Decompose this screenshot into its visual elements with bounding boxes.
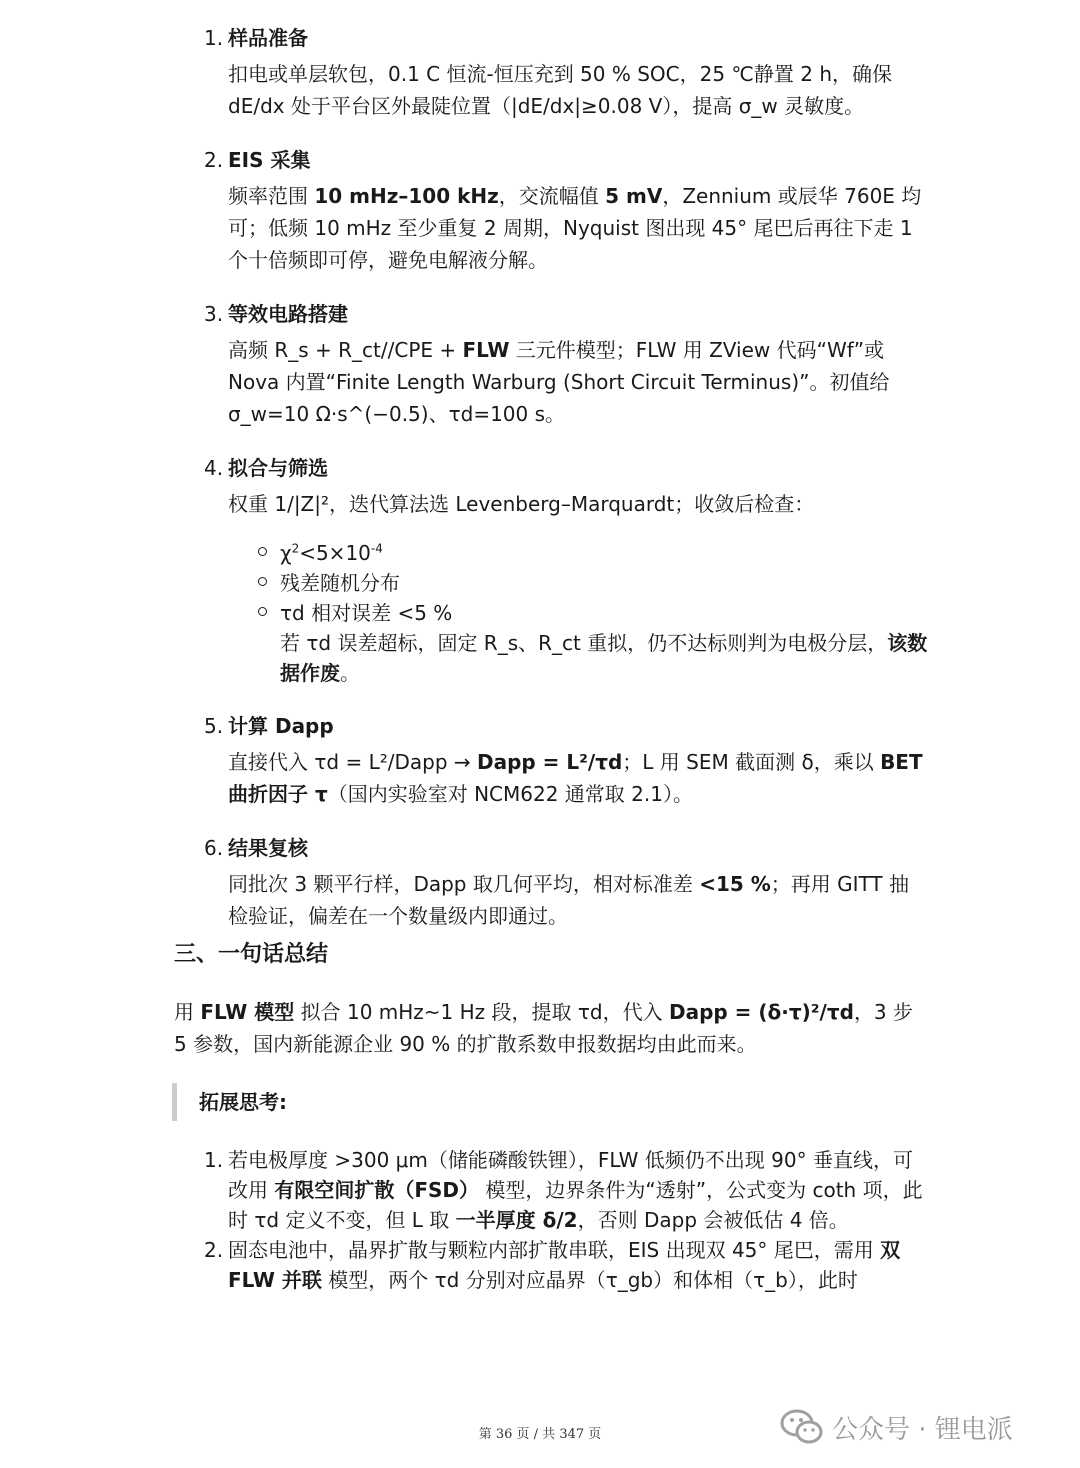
check-item <box>228 598 928 688</box>
extension-item <box>0 1235 928 1295</box>
text-run: ，否则 Dapp 会被低估 4 倍。 <box>577 1208 849 1232</box>
text-run: 模型，边界条件为“透射”，公式变为 coth 项，此时 τd 定义不变，但 L 取 <box>228 1178 923 1232</box>
check-text: 残差随机分布 <box>280 571 400 595</box>
bold-text-run: Dapp = L²/τd <box>476 750 623 774</box>
bold-text-run: Dapp = (δ·τ)²/τd <box>668 1000 854 1024</box>
step-title: 等效电路搭建 <box>228 302 348 326</box>
text-run: 拟合 10 mHz~1 Hz 段，提取 τd，代入 <box>294 1000 669 1024</box>
hollow-bullet-icon <box>258 577 267 586</box>
bold-text-run: BET 曲折因子 τ <box>228 750 923 806</box>
text-run: 高频 R_s + R_ct//CPE + <box>228 338 463 362</box>
section-title: 三、一句话总结 <box>174 942 329 967</box>
step-heading <box>0 140 1080 180</box>
step-body <box>0 868 928 932</box>
step-body <box>0 334 928 430</box>
step-number: 3. <box>204 302 224 326</box>
text-run: 权重 1/|Z|²，迭代算法选 Levenberg–Marquardt；收敛后检查： <box>228 492 815 516</box>
check-text: χ <box>280 541 292 565</box>
wechat-icon <box>780 1408 824 1446</box>
superscript: -4 <box>370 541 383 556</box>
text-run: 扣电或单层软包，0.1 C 恒流-恒压充到 50 % SOC，25 ℃静置 2 h，确保 dE/dx 处于平台区外最陡位置（|dE/dx|≥0.08 V），提高 σ_w 灵敏度。 <box>228 62 893 118</box>
extension-number: 1. <box>204 1148 224 1172</box>
text-run: 三元件模型；FLW 用 ZView 代码“Wf”或 Nova 内置“Finite Length Warburg (Short Circuit Terminus)”。初值给 σ_w=10 Ω·s^(−0.5)、τd=100 s。 <box>228 338 890 426</box>
step-number: 1. <box>204 26 224 50</box>
bold-text-run: FLW 模型 <box>200 1000 295 1024</box>
step-heading <box>0 18 1080 58</box>
text-run: 用 <box>174 1000 201 1024</box>
step-number: 2. <box>204 148 224 172</box>
check-note <box>280 628 928 688</box>
step-item <box>0 294 1080 430</box>
text-run: 频率范围 <box>228 184 315 208</box>
check-list <box>228 538 928 688</box>
summary-paragraph <box>174 996 924 1060</box>
text-run: 同批次 3 颗平行样，Dapp 取几何平均，相对标准差 <box>228 872 700 896</box>
text-run: ，Zennium 或辰华 760E 均可；低频 10 mHz 至少重复 2 周期，Nyquist 图出现 45° 尾巴后再往下走 1 个十倍频即可停，避免电解液分解。 <box>228 184 922 272</box>
step-heading <box>0 294 1080 334</box>
text-run: ，交流幅值 <box>498 184 606 208</box>
text-run: 直接代入 τd = L²/Dapp → <box>228 750 477 774</box>
step-title: 计算 Dapp <box>228 714 334 738</box>
step-title: 样品准备 <box>228 26 308 50</box>
hollow-bullet-icon <box>258 547 267 556</box>
check-note-text: 若 τd 误差超标，固定 R_s、R_ct 重拟，仍不达标则判为电极分层， <box>280 631 888 655</box>
step-body <box>0 488 928 688</box>
step-heading <box>0 706 1080 746</box>
page-footer: 第 36 页 / 共 347 页 <box>478 1427 602 1442</box>
check-text: τd 相对误差 <5 % <box>280 601 453 625</box>
step-number: 5. <box>204 714 224 738</box>
step-item <box>0 706 1080 810</box>
check-note-bold: 该数据作废 <box>280 631 928 685</box>
extension-list <box>0 1145 1080 1295</box>
check-item <box>228 568 928 598</box>
step-item <box>0 828 1080 932</box>
watermark-text: 公众号 · 锂电派 <box>832 1414 1013 1445</box>
step-heading <box>0 448 1080 488</box>
extension-item <box>0 1145 928 1235</box>
step-title: 拟合与筛选 <box>228 456 328 480</box>
check-text: <5×10 <box>299 541 371 565</box>
watermark <box>780 1405 1013 1449</box>
bold-text-run: 一半厚度 δ/2 <box>455 1208 578 1232</box>
bold-text-run: 10 mHz–100 kHz <box>314 184 499 208</box>
step-number: 4. <box>204 456 224 480</box>
callout-heading: 拓展思考: <box>172 1083 287 1121</box>
bold-text-run: FLW <box>462 338 510 362</box>
text-run: 模型，两个 τd 分别对应晶界（τ_gb）和体相（τ_b），此时 <box>321 1268 858 1292</box>
text-run: ；再用 GITT 抽检验证，偏差在一个数量级内即通过。 <box>228 872 909 928</box>
text-run: ；L 用 SEM 截面测 δ，乘以 <box>622 750 881 774</box>
bold-text-run: 有限空间扩散（FSD） <box>274 1178 480 1202</box>
text-run: ，3 步 5 参数，国内新能源企业 90 % 的扩散系数申报数据均由此而来。 <box>174 1000 914 1056</box>
procedure-steps <box>0 18 1080 950</box>
bold-text-run: <15 % <box>699 872 771 896</box>
hollow-bullet-icon <box>258 607 267 616</box>
step-body <box>0 746 928 810</box>
check-item <box>228 538 928 568</box>
extension-number: 2. <box>204 1238 224 1262</box>
text-run: （国内实验室对 NCM622 通常取 2.1）。 <box>327 782 693 806</box>
step-item <box>0 140 1080 276</box>
step-body <box>0 58 928 122</box>
step-heading <box>0 828 1080 868</box>
step-title: 结果复核 <box>228 836 308 860</box>
bold-text-run: 双 FLW 并联 <box>228 1238 901 1292</box>
step-title: EIS 采集 <box>228 148 311 172</box>
bold-text-run: 5 mV <box>605 184 663 208</box>
step-number: 6. <box>204 836 224 860</box>
step-body <box>0 180 928 276</box>
step-item <box>0 18 1080 122</box>
text-run: 若电极厚度 >300 μm（储能磷酸铁锂），FLW 低频仍不出现 90° 垂直线，可改用 <box>228 1148 913 1202</box>
text-run: 固态电池中，晶界扩散与颗粒内部扩散串联，EIS 出现双 45° 尾巴，需用 <box>228 1238 881 1262</box>
step-item <box>0 448 1080 688</box>
superscript: 2 <box>291 541 300 556</box>
check-note-end: 。 <box>340 661 360 685</box>
